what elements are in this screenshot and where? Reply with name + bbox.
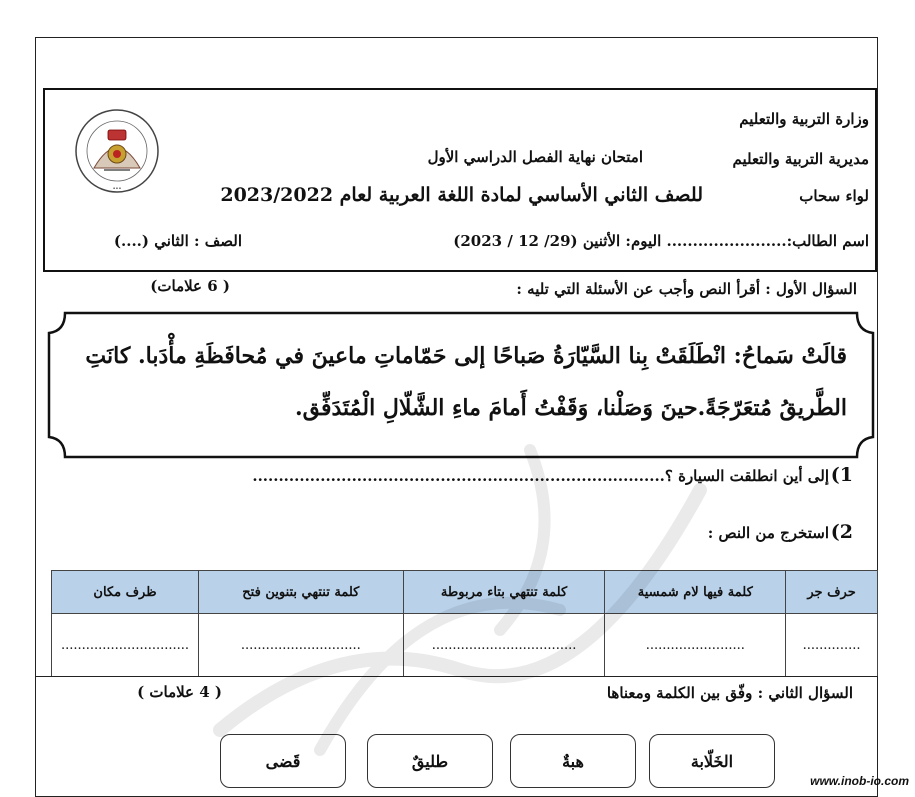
question2-title: السؤال الثاني : وفّق بين الكلمة ومعناها xyxy=(606,684,853,702)
ministry-label: وزارة التربية والتعليم xyxy=(739,110,869,128)
question1-2-text: استخرج من النص : xyxy=(707,524,829,542)
answer-solar-lam[interactable]: ........................ xyxy=(605,614,786,677)
word-chip-taleeq[interactable]: طليقٌ xyxy=(367,734,493,788)
ministry-seal-icon xyxy=(74,108,160,194)
extraction-table xyxy=(51,570,878,677)
answer-adverb-place[interactable]: ............................... xyxy=(52,614,199,677)
header-solar-lam: كلمة فيها لام شمسية xyxy=(605,571,786,614)
passage-line-2: الطَّريقُ مُتعَرّجَةً.حينَ وَصَلْنا، وَقَفْتُ أَمامَ ماءِ الشَّلّالِ الْمُتَدَفِّق. xyxy=(294,395,847,421)
word-chip-alkhallaba[interactable]: الخَلّابة xyxy=(649,734,775,788)
question1-1-text: إلى أين انطلقت السيارة ؟............................................................................... xyxy=(252,467,829,485)
exam-title: امتحان نهاية الفصل الدراسي الأول xyxy=(427,148,643,166)
svg-text:•••: ••• xyxy=(112,186,122,192)
section-divider xyxy=(35,676,878,677)
word-chip-qada[interactable]: قَضى xyxy=(220,734,346,788)
question1-2-number: 2) xyxy=(830,521,853,543)
passage-frame xyxy=(47,311,875,459)
answer-tanween-fath[interactable]: ............................. xyxy=(198,614,403,677)
word-chip-hiba[interactable]: هبةٌ xyxy=(510,734,636,788)
header-adverb-place: ظرف مكان xyxy=(52,571,199,614)
header-taa-marbuta: كلمة تنتهي بتاء مربوطة xyxy=(403,571,605,614)
table-header-row xyxy=(52,571,878,614)
answer-taa-marbuta[interactable]: ................................... xyxy=(403,614,605,677)
district-label: لواء سحاب xyxy=(799,187,869,205)
header-tanween-fath: كلمة تنتهي بتنوين فتح xyxy=(198,571,403,614)
question1-title: السؤال الأول : أقرأ النص وأجب عن الأسئلة التي تليه : xyxy=(516,280,857,298)
question2-marks: ( 4 علامات ) xyxy=(137,683,222,701)
answer-preposition[interactable]: .............. xyxy=(786,614,878,677)
subject-line: للصف الثاني الأساسي لمادة اللغة العربية لعام 2023/2022 xyxy=(220,184,703,206)
passage-line-1: قالَتْ سَماحُ: انْطَلَقَتْ بِنا السَّيّارَةُ صَباحًا إلى حَمّاماتِ ماعينَ في مُحافَظَةِ مأْدَبا. كانَتِ xyxy=(85,343,847,369)
directorate-label: مديرية التربية والتعليم xyxy=(732,150,869,168)
header-preposition: حرف جر xyxy=(786,571,878,614)
student-name-line: اسم الطالب:....................... اليوم: الأثنين (29/ 12 / 2023) xyxy=(453,232,869,250)
question1-1-number: 1) xyxy=(830,464,853,486)
class-line: الصف : الثاني (....) xyxy=(113,232,242,250)
question1-marks: ( 6 علامات) xyxy=(150,277,230,295)
table-row xyxy=(52,614,878,677)
watermark-url: www.inob-io.com xyxy=(810,774,909,788)
